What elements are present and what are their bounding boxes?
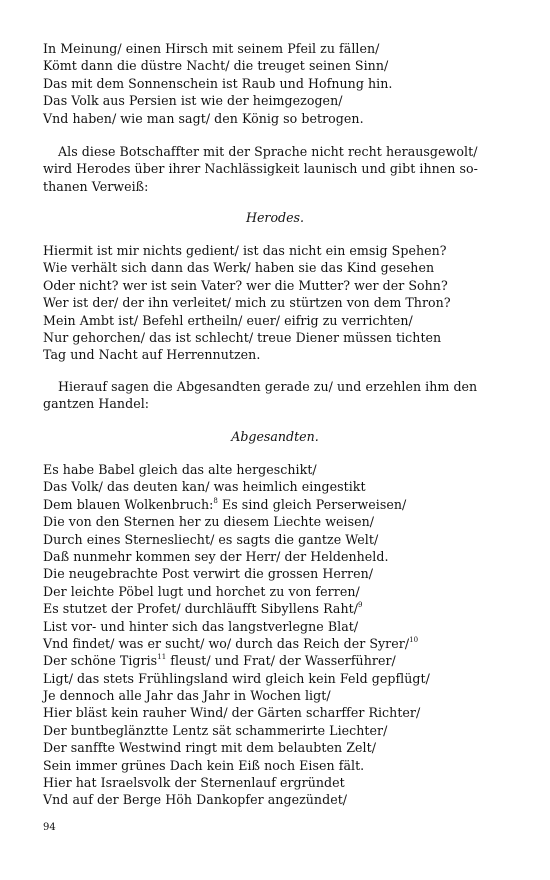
verse-line xyxy=(43,583,513,600)
verse-block-1 xyxy=(43,40,513,127)
verse-text: Der buntbeglänztte Lentz sät schammerirte Liechter/ xyxy=(43,722,388,738)
footnote-marker: 9 xyxy=(358,601,363,610)
verse-line: Tag und Nacht auf Herrennutzen. xyxy=(43,347,261,363)
speaker-heading-abgesandten: Abgesandten. xyxy=(231,429,319,444)
verse-text: Die neugebrachte Post verwirt die grossen Herren/ xyxy=(43,566,374,582)
verse-block-3 xyxy=(43,461,513,809)
verse-line xyxy=(43,652,513,669)
verse-text: Der sanffte Westwind ringt mit dem belaubten Zelt/ xyxy=(43,740,377,756)
verse-text: Sein immer grünes Dach kein Eiß noch Eisen fält. xyxy=(43,757,365,773)
verse-text: Durch eines Sternesliecht/ es sagts die gantze Welt/ xyxy=(43,531,379,547)
verse-text: Daß nunmehr kommen sey der Herr/ der Heldenheld. xyxy=(43,548,389,564)
footnote-marker: 10 xyxy=(409,635,419,644)
verse-block-2 xyxy=(43,242,513,364)
verse-text: Es sind gleich Perserweisen/ xyxy=(217,496,407,512)
verse-line xyxy=(43,635,513,652)
verse-line xyxy=(43,739,513,756)
speaker-heading-herodes: Herodes. xyxy=(245,210,305,225)
verse-text: Es habe Babel gleich das alte hergeschikt/ xyxy=(43,462,317,477)
footnote-marker: 8 xyxy=(213,496,218,505)
footnote-marker: 11 xyxy=(157,653,167,662)
page-number: 94 xyxy=(43,822,56,833)
prose-line: Als diese Botschaffter mit der Sprache nicht recht herausgewolt/ xyxy=(58,144,478,159)
verse-line xyxy=(43,461,513,478)
verse-line: In Meinung/ einen Hirsch mit seinem Pfeil zu fällen/ xyxy=(43,41,380,56)
verse-text: Der schöne Tigris xyxy=(43,653,158,669)
verse-line: Wer ist der/ der ihn verleitet/ mich zu stürtzen von dem Thron? xyxy=(43,295,451,311)
verse-line xyxy=(43,670,513,687)
prose-paragraph-2 xyxy=(43,378,513,413)
verse-text: Die von den Sternen her zu diesem Liechte weisen/ xyxy=(43,514,375,530)
verse-line xyxy=(43,757,513,774)
verse-text: Je dennoch alle Jahr das Jahr in Wochen ligt/ xyxy=(43,688,331,704)
verse-text: Vnd findet/ was er sucht/ wo/ durch das Reich der Syrer/ xyxy=(43,635,410,651)
verse-line xyxy=(43,618,513,635)
verse-text: Hier hat Israelsvolk der Sternenlauf ergründet xyxy=(43,775,345,791)
verse-text: Ligt/ das stets Frühlingsland wird gleich kein Feld gepflügt/ xyxy=(43,670,430,686)
verse-line: Nur gehorchen/ das ist schlecht/ treue Diener müssen tichten xyxy=(43,329,442,345)
verse-line xyxy=(43,704,513,721)
prose-line: thanen Verweiß: xyxy=(43,178,149,194)
verse-line: Das mit dem Sonnenschein ist Raub und Hofnung hin. xyxy=(43,75,393,91)
verse-line xyxy=(43,687,513,704)
verse-text: Hier bläst kein rauher Wind/ der Gärten scharffer Richter/ xyxy=(43,705,421,721)
verse-text: Es stutzet der Profet/ durchläufft Sibyllens Raht/ xyxy=(43,601,359,617)
verse-text: fleust/ und Frat/ der Wasserführer/ xyxy=(166,653,396,669)
verse-line: Kömt dann die düstre Nacht/ die treuget seinen Sinn/ xyxy=(43,58,389,74)
verse-text: List vor- und hinter sich das langstverlegne Blat/ xyxy=(43,618,359,634)
prose-paragraph-1 xyxy=(43,143,513,195)
verse-line: Oder nicht? wer ist sein Vater? wer die Mutter? wer der Sohn? xyxy=(43,277,448,293)
verse-line xyxy=(43,548,513,565)
prose-line: wird Herodes über ihrer Nachlässigkeit launisch und gibt ihnen so- xyxy=(43,161,478,177)
verse-line: Hiermit ist mir nichts gedient/ ist das nicht ein emsig Spehen? xyxy=(43,243,447,258)
verse-text: Vnd auf der Berge Höh Dankopfer angezündet/ xyxy=(43,792,348,808)
verse-text: Dem blauen Wolkenbruch: xyxy=(43,496,214,512)
verse-line xyxy=(43,774,513,791)
prose-line: gantzen Handel: xyxy=(43,396,150,412)
verse-line xyxy=(43,478,513,495)
verse-line: Wie verhält sich dann das Werk/ haben sie das Kind gesehen xyxy=(43,260,435,276)
verse-line xyxy=(43,600,513,617)
verse-line: Vnd haben/ wie man sagt/ den König so betrogen. xyxy=(43,110,364,126)
verse-text: Das Volk/ das deuten kan/ was heimlich eingestikt xyxy=(43,479,366,495)
verse-line xyxy=(43,565,513,582)
verse-text: Der leichte Pöbel lugt und horchet zu von ferren/ xyxy=(43,583,360,599)
verse-line xyxy=(43,496,513,513)
verse-line xyxy=(43,513,513,530)
verse-line xyxy=(43,722,513,739)
verse-line xyxy=(43,531,513,548)
verse-line: Das Volk aus Persien ist wie der heimgezogen/ xyxy=(43,93,343,109)
verse-line: Mein Ambt ist/ Befehl ertheiln/ euer/ eifrig zu verrichten/ xyxy=(43,312,413,328)
verse-line xyxy=(43,791,513,808)
prose-line: Hierauf sagen die Abgesandten gerade zu/ und erzehlen ihm den xyxy=(58,379,478,394)
